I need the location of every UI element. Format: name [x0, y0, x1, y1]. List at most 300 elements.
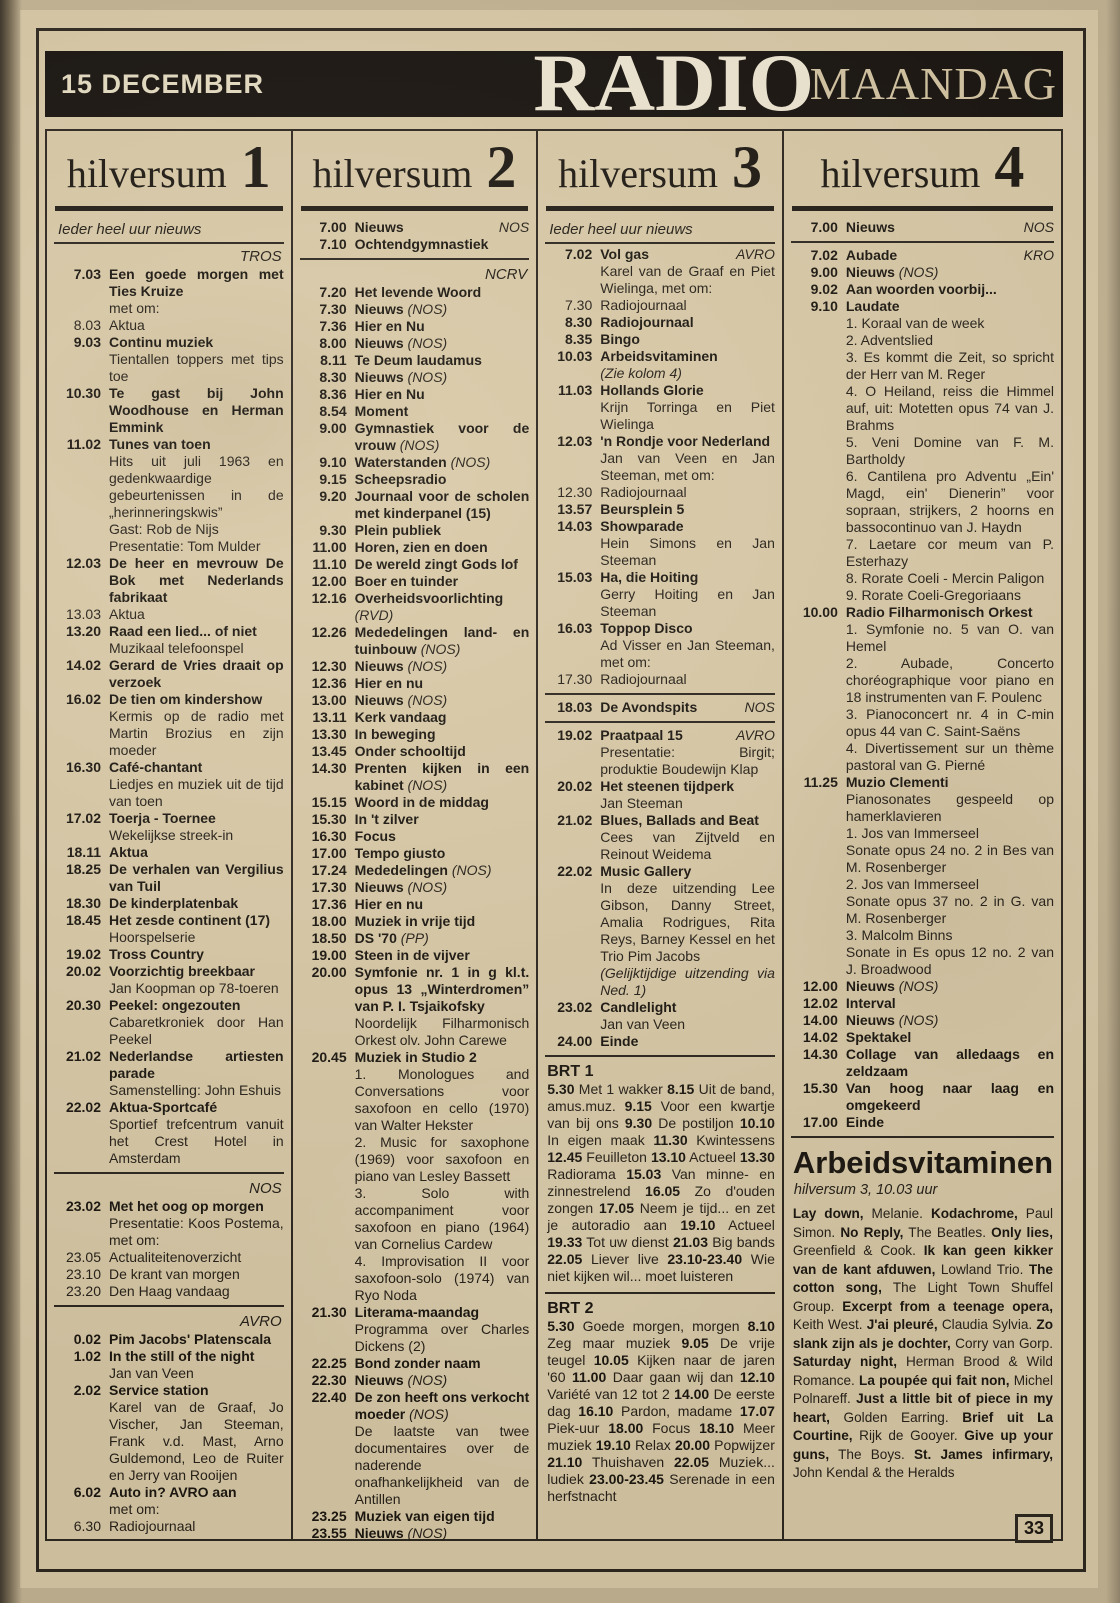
program-title-line [109, 810, 284, 827]
program-time: 20.02 [65, 963, 101, 979]
program-time: 1.02 [73, 1348, 101, 1364]
program-body [600, 433, 775, 484]
brt-time: 16.05 [645, 1183, 681, 1199]
program-title: Horen, zien en doen [354, 539, 488, 555]
program-time: 16.03 [557, 620, 593, 636]
program-time: 12.00 [311, 573, 347, 589]
program-title: Waterstanden [354, 454, 447, 470]
brt-time: 13.30 [739, 1149, 775, 1165]
program-entry [300, 828, 530, 845]
program-title-line [355, 573, 530, 590]
program-title-line [846, 281, 1054, 298]
program-entry [545, 812, 775, 863]
program-detail: 3. Es kommt die Zeit, so spricht der Herr van M. Reger [845, 349, 1054, 382]
program-title-line [355, 658, 530, 675]
program-entry [54, 895, 284, 912]
program-title-suffix: (NOS) [446, 454, 491, 470]
program-time: 24.00 [557, 1033, 593, 1049]
program-detail: Karel van de Graaf en Piet Wielinga, met om: [600, 263, 775, 296]
song-title: No Reply, [840, 1224, 904, 1240]
program-time: 10.30 [65, 385, 101, 401]
program-body [355, 454, 530, 471]
program-entry [300, 1304, 530, 1355]
program-entry [54, 963, 284, 997]
program-title-suffix: (PP) [396, 930, 429, 946]
program-detail: Hits uit juli 1963 en gedenkwaardige gebeurtenissen in de „herinneringskwis” [109, 453, 284, 520]
program-entry [54, 1048, 284, 1099]
program-title: Tunes van toen [109, 436, 211, 452]
program-title: Nieuws [354, 1372, 404, 1388]
program-time: 23.02 [65, 1198, 101, 1214]
program-detail: Karel van de Graaf, Jo Vischer, Jan Steeman, Frank v.d. Mast, Arno Guldemond, Leo de Ruiter en Jerry van Rooijen [109, 1399, 284, 1483]
program-detail: Jan Koopman op 78-toeren [109, 980, 279, 996]
program-entry [545, 501, 775, 518]
program-title: Blues, Ballads and Beat [600, 812, 759, 828]
program-title-line [109, 691, 284, 708]
program-body [355, 692, 530, 709]
program-time: 9.00 [810, 264, 838, 280]
program-title-line [846, 247, 1054, 264]
station-number: 4 [994, 134, 1025, 200]
program-title-line [355, 236, 530, 253]
program-time: 21.30 [311, 1304, 347, 1320]
brt-time: 19.10 [680, 1217, 716, 1233]
program-body [355, 335, 530, 352]
program-title-line [109, 1283, 284, 1300]
program-title-line [355, 811, 530, 828]
program-entry [54, 946, 284, 963]
program-time: 22.25 [311, 1355, 347, 1371]
program-body [355, 760, 530, 794]
program-time: 12.00 [802, 978, 838, 994]
program-entry [791, 604, 1054, 774]
program-title-suffix: (NOS) [395, 437, 440, 453]
program-entry [54, 1249, 284, 1266]
program-body [355, 811, 530, 828]
program-time: 12.36 [311, 675, 347, 691]
program-title-suffix: (NOS) [403, 1525, 448, 1541]
program-entry [300, 709, 530, 726]
program-title: Muziek van eigen tijd [354, 1508, 495, 1524]
program-detail: 8. Rorate Coeli - Mercin Paligon [845, 570, 1045, 586]
program-title-line [355, 556, 530, 573]
network-label: NOS [744, 699, 775, 715]
program-body [600, 246, 775, 297]
program-title-line [600, 501, 775, 518]
program-detail: 7. Laetare cor meum van P. Esterhazy [845, 536, 1054, 569]
program-title-line [355, 947, 530, 964]
program-time: 15.15 [311, 794, 347, 810]
program-entry [300, 318, 530, 335]
program-time: 9.20 [319, 488, 347, 504]
program-detail: Kermis op de radio met Martin Brozius en zijn moeder [109, 708, 284, 758]
program-body [109, 1266, 284, 1283]
program-title: In the still of the night [109, 1348, 255, 1364]
program-title: Literama-maandag [354, 1304, 480, 1320]
program-entry [300, 556, 530, 573]
program-detail: Samenstelling: John Eshuis [109, 1082, 281, 1098]
program-body [355, 1372, 530, 1389]
station-schedule [791, 219, 1054, 1483]
program-body [846, 978, 1054, 995]
program-entry [300, 1389, 530, 1508]
program-body [109, 1331, 284, 1348]
network-label: NOS [498, 219, 530, 235]
program-time: 17.30 [557, 671, 593, 687]
program-title-line [355, 709, 530, 726]
program-title: Hier en Nu [354, 386, 425, 402]
program-detail: In deze uitzending Lee Gibson, Danny Street, Amalia Rodrigues, Rita Reys, Barney Kessel en het Trio Pim Jacobs [600, 880, 775, 964]
program-title-line [109, 606, 284, 623]
program-detail: met om: [109, 1501, 160, 1517]
program-body [600, 778, 775, 812]
program-title-line [355, 1049, 530, 1066]
program-time: 17.00 [802, 1114, 838, 1130]
program-entry [300, 335, 530, 352]
brt-time: 9.15 [624, 1098, 652, 1114]
song-title: Ik kan geen kikker van de kant afduwen, [792, 1243, 1053, 1277]
program-title: Nieuws [354, 219, 404, 235]
program-time: 12.03 [557, 433, 593, 449]
program-body [846, 264, 1054, 281]
program-entry [54, 334, 284, 385]
program-entry [300, 862, 530, 879]
program-title: Mededelingen land- en tuinbouw [354, 624, 530, 657]
program-title-line [846, 995, 1054, 1012]
program-detail: 2. Jos van Immerseel [845, 876, 979, 892]
program-time: 19.00 [311, 947, 347, 963]
brt-time: 8.10 [747, 1318, 775, 1334]
program-title: Radiojournaal [600, 297, 687, 313]
brt-time: 21.10 [547, 1454, 583, 1470]
program-time: 22.02 [65, 1099, 101, 1115]
hourly-news-note: Ieder heel uur nieuws [54, 219, 284, 244]
station-header-rule [55, 206, 283, 211]
program-title-line [355, 335, 530, 352]
program-title-line [600, 727, 775, 744]
program-body [109, 1518, 284, 1535]
program-title: Mededelingen [354, 862, 448, 878]
program-entry [300, 219, 530, 236]
program-time: 23.05 [65, 1249, 101, 1265]
program-title-line [355, 454, 530, 471]
section-divider [54, 1305, 284, 1307]
program-title-line [355, 760, 530, 794]
program-entry [54, 555, 284, 606]
program-entry [300, 471, 530, 488]
program-detail: Tientallen toppers met tips toe [109, 351, 284, 384]
station-schedule [300, 219, 530, 1542]
program-body [846, 774, 1054, 978]
program-title-line [355, 896, 530, 913]
program-detail: 1. Monologues and Conversations voor saxofoon en cello (1970) van Walter Hekster [354, 1066, 530, 1133]
program-title: Radio Filharmonisch Orkest [845, 604, 1033, 620]
program-title-line [600, 812, 775, 829]
network-label: AVRO [239, 1313, 282, 1330]
program-title: Toerja - Toernee [109, 810, 216, 826]
program-time: 8.30 [565, 314, 593, 330]
program-detail: Presentatie: Tom Mulder [109, 538, 261, 554]
program-title-line [109, 1518, 284, 1535]
program-time: 12.26 [311, 624, 347, 640]
program-title-line [355, 726, 530, 743]
feature-playlist: Lay down, Melanie. Kodachrome, Paul Simon. No Reply, The Beatles. Only lies, Greenfield & Cook. Ik kan geen kikker van de kant afduwen, Lowland Trio. The cotton song, The Light Town Shuffel Group. Excerpt from a teenage opera, Keith West. J'ai pleuré, Claudia Sylvia. Zo slank zijn als je dochter, Corry van Gorp. Saturday night, Herman Brood & Wild Romance. La poupée qui fait non, Michel Polnareff. Just a little bit of piece in my heart, Golden Earring. Brief uit La Courtine, Rijk de Gooyer. Give up your guns, The Boys. St. James infirmary, John Kendal & the Heralds [792, 1206, 1054, 1480]
brt-time: 10.10 [739, 1115, 775, 1131]
program-body [109, 1283, 284, 1300]
program-title: Symfonie nr. 1 in g kl.t. opus 13 „Winterdromen” van P. I. Tsjaikofsky [354, 964, 530, 1014]
program-title: Auto in? AVRO aan [109, 1484, 237, 1500]
program-title: Beursplein 5 [600, 501, 685, 517]
brt-schedule-text: 5.30 Goede morgen, morgen 8.10 Zeg maar muziek 9.05 De vrije teugel 10.05 Kijken naar de jaren '60 11.00 Daar gaan wij dan 12.10 Variété van 12 tot 2 14.00 De eerste dag 16.10 Pardon, madame 17.07 Piek-uur 18.00 Focus 18.10 Meer muziek 19.10 Relax 20.00 Popwijzer 21.10 Thuishaven 22.05 Muziek... ludiek 23.00-23.45 Serenade in een herfstnacht [547, 1318, 775, 1504]
brt-time: 18.10 [699, 1420, 735, 1436]
program-title-line [355, 862, 530, 879]
program-time: 12.30 [311, 658, 347, 674]
program-time: 23.02 [557, 999, 593, 1015]
program-time: 12.03 [65, 555, 101, 571]
program-body [355, 624, 530, 658]
program-title: Aktua [109, 844, 148, 860]
program-title-line [355, 284, 530, 301]
program-time: 9.15 [319, 471, 347, 487]
program-entry [54, 844, 284, 861]
program-entry [54, 1266, 284, 1283]
program-entry [54, 759, 284, 810]
program-detail: 6. Cantilena pro Adventu „Ein' Magd, ein' Dienerin” voor sopraan, strijkers, 2 hoorns en bassocontinuo van J. Haydn [845, 468, 1054, 535]
program-title: Het zesde continent (17) [109, 912, 271, 928]
program-time: 14.30 [802, 1046, 838, 1062]
brt-schedule-text: 5.30 Met 1 wakker 8.15 Uit de band, amus.muz. 9.15 Voor een kwartje van bij ons 9.30 De postiljon 10.10 In eigen maak 11.30 Kwintessens 12.45 Feuilleton 13.10 Actueel 13.30 Radiorama 15.03 Van minne- en zinnestrelend 16.05 Zo d'ouden zongen 17.05 Neem je tijd... en zet je autoradio aan 19.10 Actueel 19.33 Tot uw dienst 21.03 Big bands 22.05 Liever live 23.10-23.40 Wie niet kijken wil... moet luisteren [547, 1081, 775, 1284]
program-title: De wereld zingt Gods lof [354, 556, 518, 572]
program-body [355, 845, 530, 862]
program-title: In 't zilver [354, 811, 419, 827]
program-time: 14.03 [557, 518, 593, 534]
program-body [600, 620, 775, 671]
program-time: 21.02 [557, 812, 593, 828]
section-divider [300, 258, 530, 260]
program-title-line [600, 331, 775, 348]
program-title-line [846, 1046, 1054, 1080]
program-time: 22.40 [311, 1389, 347, 1405]
program-title: Café-chantant [109, 759, 203, 775]
program-time: 13.00 [311, 692, 347, 708]
program-time: 8.00 [319, 335, 347, 351]
program-body [355, 488, 530, 522]
program-time: 13.45 [311, 743, 347, 759]
brt-section [545, 1061, 775, 1287]
program-entry [300, 913, 530, 930]
program-title: Interval [845, 995, 896, 1011]
program-time: 7.10 [319, 236, 347, 252]
program-title: Muziek in vrije tijd [354, 913, 476, 929]
station-header [545, 131, 775, 203]
station-header-rule [301, 206, 529, 211]
program-title-line [109, 1198, 284, 1215]
program-entry [54, 1099, 284, 1167]
program-title-line [600, 671, 775, 688]
program-title-line [109, 1048, 284, 1082]
program-entry [545, 671, 775, 688]
program-title: Nieuws [354, 879, 404, 895]
program-title: Music Gallery [600, 863, 692, 879]
program-time: 9.30 [319, 522, 347, 538]
program-time: 17.00 [311, 845, 347, 861]
program-entry [300, 539, 530, 556]
program-time: 18.50 [311, 930, 347, 946]
program-title-line [355, 1525, 530, 1542]
station-number: 1 [240, 134, 271, 200]
program-detail: (RVD) [354, 607, 394, 623]
program-time: 12.02 [802, 995, 838, 1011]
program-title-line [600, 433, 775, 450]
program-time: 8.35 [565, 331, 593, 347]
program-entry [300, 624, 530, 658]
program-entry [54, 810, 284, 844]
program-detail: Sonate in Es opus 12 no. 2 van J. Broadwood [845, 944, 1054, 977]
brt-time: 8.15 [667, 1081, 695, 1097]
program-title: Vol gas [600, 246, 650, 262]
program-time: 23.10 [65, 1266, 101, 1282]
program-title-line [355, 403, 530, 420]
program-title: Laudate [845, 298, 900, 314]
program-title-line [600, 1033, 775, 1050]
program-entry [300, 1049, 530, 1304]
program-body [846, 1114, 1054, 1131]
radio-logo: RADIO [533, 36, 814, 128]
program-title-line [355, 675, 530, 692]
program-body [109, 895, 284, 912]
program-time: 7.20 [319, 284, 347, 300]
feature-subtitle: hilversum 3, 10.03 uur [793, 1182, 938, 1198]
program-entry [791, 281, 1054, 298]
network-label: NOS [249, 1180, 282, 1197]
program-title-line [600, 246, 775, 263]
program-title-line [355, 471, 530, 488]
program-time: 13.30 [311, 726, 347, 742]
program-title: Pim Jacobs' Platenscala [109, 1331, 272, 1347]
program-title: Nieuws [845, 978, 895, 994]
program-body [600, 501, 775, 518]
program-detail: 9. Rorate Coeli-Gregoriaans [845, 587, 1021, 603]
program-title: Woord in de middag [354, 794, 489, 810]
program-title-suffix: (NOS) [403, 658, 448, 674]
brt-time: 21.03 [672, 1234, 708, 1250]
program-time: 9.00 [319, 420, 347, 436]
program-title-line [846, 604, 1054, 621]
program-title-line [109, 844, 284, 861]
program-time: 17.02 [65, 810, 101, 826]
program-body [109, 997, 284, 1048]
program-title-suffix: (NOS) [403, 692, 448, 708]
program-entry [54, 1331, 284, 1348]
program-entry [545, 484, 775, 501]
program-detail: 4. O Heiland, reiss die Himmel auf, uit: Motetten opus 74 van J. Brahms [845, 383, 1054, 433]
program-title-suffix: (NOS) [894, 264, 939, 280]
program-entry [54, 317, 284, 334]
program-body [600, 348, 775, 382]
program-time: 10.00 [802, 604, 838, 620]
program-entry [791, 1080, 1054, 1114]
song-title: Kodachrome, [930, 1206, 1018, 1221]
program-title-suffix: (NOS) [447, 862, 492, 878]
program-entry [300, 454, 530, 471]
brt-time: 18.00 [608, 1420, 644, 1436]
program-time: 7.02 [810, 247, 838, 263]
program-detail: Sonate opus 37 no. 2 in G. van M. Rosenberger [845, 893, 1054, 926]
program-title: Ochtendgymnastiek [354, 236, 489, 252]
program-title-line [355, 1372, 530, 1389]
brt-section-title: BRT 1 [547, 1063, 594, 1080]
program-time: 2.02 [73, 1382, 101, 1398]
program-title: 'n Rondje voor Nederland [600, 433, 771, 449]
brt-time: 16.10 [578, 1403, 614, 1419]
program-entry [791, 774, 1054, 978]
program-entry [54, 1348, 284, 1382]
program-title: Showparade [600, 518, 684, 534]
program-title: Radiojournaal [109, 1518, 196, 1534]
program-body [355, 1525, 530, 1542]
program-entry [300, 1525, 530, 1542]
program-detail: 4. Improvisation II voor saxofoon-solo (1974) van Ryo Noda [354, 1253, 530, 1303]
program-body [109, 844, 284, 861]
program-detail: 3. Pianoconcert nr. 4 in C-min opus 44 van C. Saint-Saëns [845, 706, 1054, 739]
program-title-line [109, 997, 284, 1014]
program-body [600, 331, 775, 348]
program-detail: Gerry Hoiting en Jan Steeman [600, 586, 775, 619]
program-body [846, 298, 1054, 604]
program-title: Nieuws [354, 692, 404, 708]
program-body [109, 1484, 284, 1518]
program-detail: Jan van Veen en Jan Steeman, met om: [600, 450, 775, 483]
program-detail: 4. Divertissement sur un thème pastoral van G. Pierné [845, 740, 1054, 773]
song-title: Lay down, [792, 1206, 864, 1221]
program-title: Tempo giusto [354, 845, 446, 861]
program-body [109, 759, 284, 810]
program-body [600, 518, 775, 569]
program-title: Peekel: ongezouten [109, 997, 241, 1013]
program-time: 7.00 [319, 219, 347, 235]
program-time: 13.03 [65, 606, 101, 622]
brt-time: 12.45 [547, 1149, 583, 1165]
program-entry [300, 1372, 530, 1389]
program-entry [300, 896, 530, 913]
section-divider [54, 1172, 284, 1174]
program-body [355, 236, 530, 253]
program-detail: Jan van Veen [109, 1365, 194, 1381]
program-body [109, 691, 284, 759]
program-entry [54, 1484, 284, 1518]
program-body [846, 219, 1054, 236]
program-body [355, 420, 530, 454]
program-body [600, 484, 775, 501]
program-title: Overheidsvoorlichting [354, 590, 504, 606]
station-column-3 [538, 131, 784, 1539]
brt-time: 19.33 [547, 1234, 583, 1250]
program-detail: 1. Jos van Immerseel [845, 825, 979, 841]
program-time: 20.30 [65, 997, 101, 1013]
program-entry [545, 569, 775, 620]
station-header [54, 131, 284, 203]
program-title-line [355, 828, 530, 845]
program-entry [545, 699, 775, 716]
program-time: 8.03 [73, 317, 101, 333]
brt-section-title: BRT 2 [547, 1300, 594, 1317]
program-detail: Presentatie: Koos Postema, met om: [109, 1215, 284, 1248]
program-time: 9.02 [810, 281, 838, 297]
brt-time: 17.05 [598, 1200, 634, 1216]
program-detail: Jan van Veen [600, 1016, 686, 1032]
program-body [109, 555, 284, 606]
program-time: 18.45 [65, 912, 101, 928]
